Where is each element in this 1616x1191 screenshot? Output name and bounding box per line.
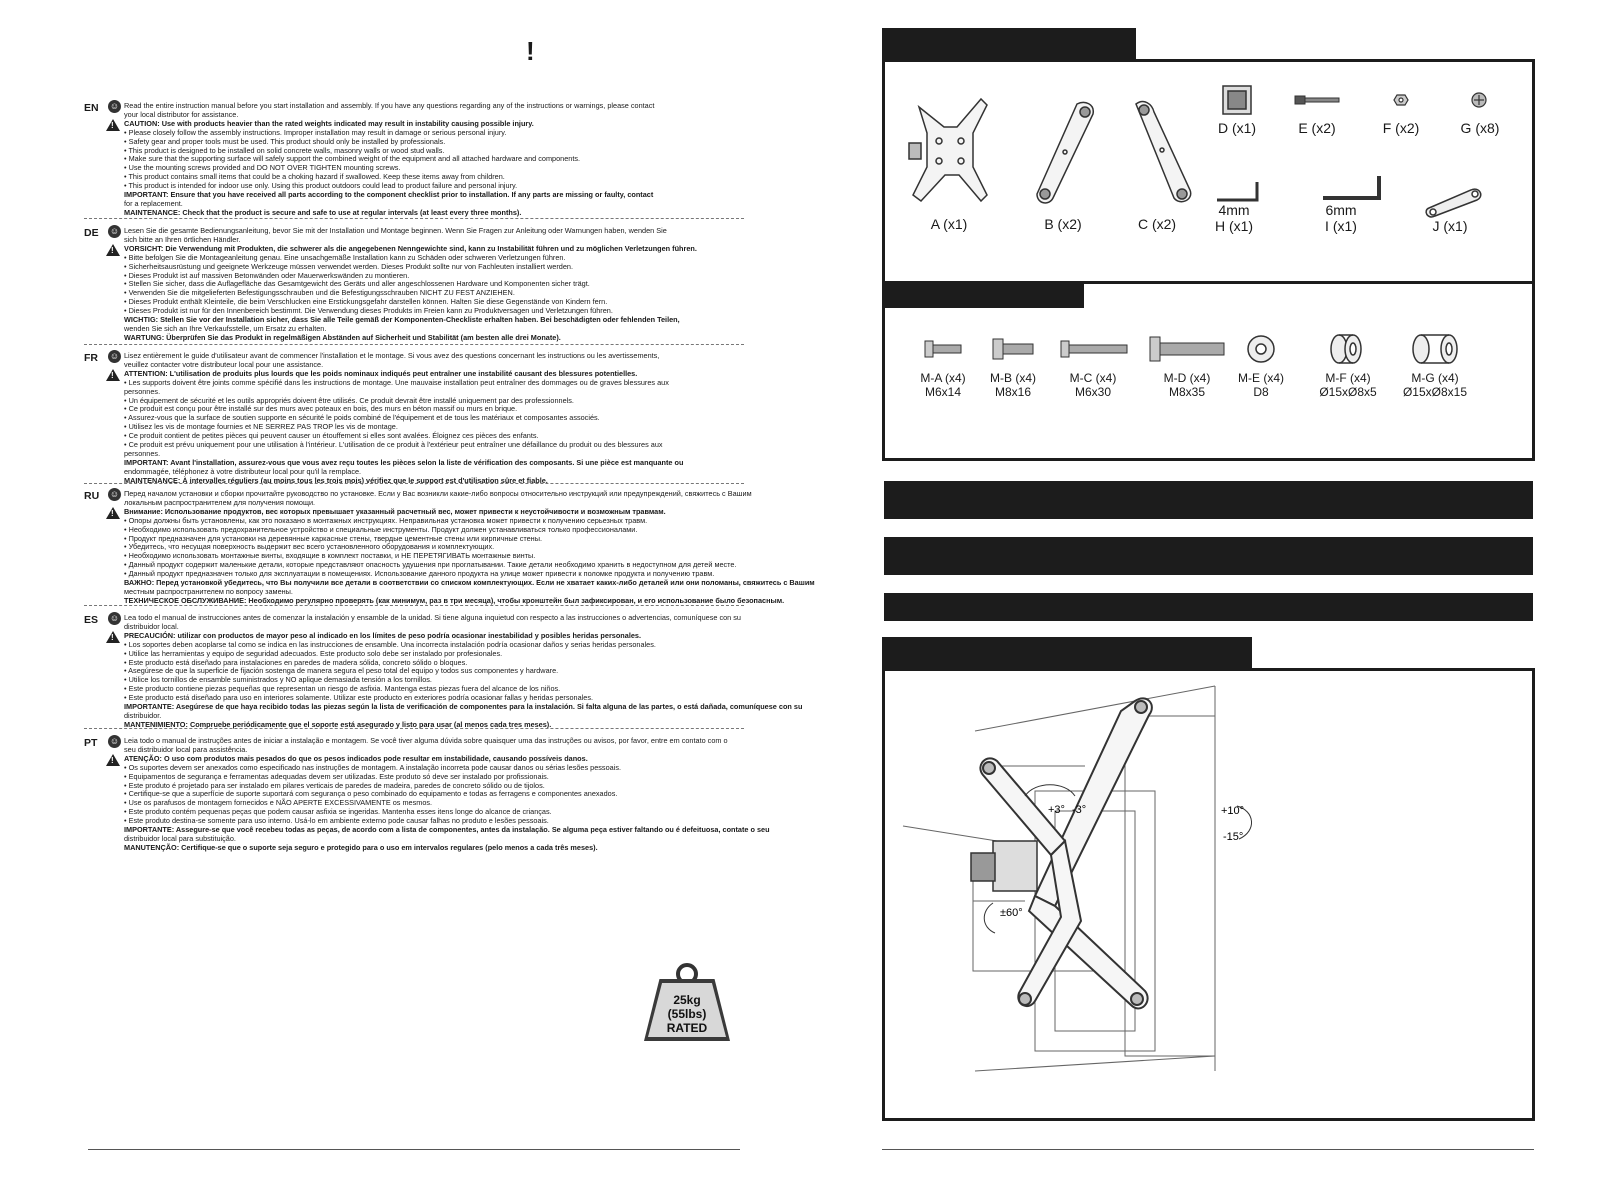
instruction-line: • Use the mounting screws provided and DO NOT OVER TIGHTEN mounting screws. bbox=[124, 163, 401, 173]
level-plus-label: +3° bbox=[1048, 804, 1065, 816]
section-divider bbox=[84, 218, 744, 219]
instruction-line: Lea todo el manual de instrucciones antes de comenzar la instalación y ensamble de la unidad. Si tiene alguna inquietud con respecto a las instrucciones o advertencias, comuníquese con su bbox=[124, 613, 741, 622]
part-c-arm bbox=[1136, 102, 1191, 202]
section-divider bbox=[84, 728, 744, 729]
lang-code: ES bbox=[84, 614, 99, 626]
part-label-d: D (x1) bbox=[1217, 120, 1257, 136]
wall-plate bbox=[971, 841, 1037, 891]
instruction-line: CAUTION: Use with products heavier than the rated weights indicated may result in instability causing possible injury. bbox=[124, 118, 534, 128]
part-i-hex-key bbox=[1323, 176, 1379, 198]
instruction-line: • Safety gear and proper tools must be used. This product should only be installed by professionals. bbox=[124, 136, 446, 146]
tilt-up-label: +10° bbox=[1221, 805, 1245, 817]
screw-label-m-f: M-F (x4) Ø15xØ8x5 bbox=[1319, 371, 1377, 399]
part-size-i: 6mm bbox=[1325, 202, 1357, 218]
screw-label-m-e: M-E (x4) D8 bbox=[1238, 371, 1284, 399]
part-label-b: B (x2) bbox=[1044, 216, 1082, 232]
spacer-m-f bbox=[1331, 335, 1361, 363]
instruction-line: • Ce produit est prévu uniquement pour une utilisation à l'intérieur. L'utilisation de ce produit à l'extérieur peut entraîner une défaillance du produit ou des blessures aux bbox=[124, 440, 663, 450]
instruction-line: • This product contains small items that could be a choking hazard if swallowed. Keep these items away from children. bbox=[124, 172, 505, 182]
lang-code: PT bbox=[84, 737, 98, 749]
lang-body bbox=[124, 737, 824, 853]
instruction-line: • Los soportes deben acoplarse tal como se indica en las instrucciones de ensamble. Una incorrecta instalación podría ocasionar daños y serias heridas personales. bbox=[124, 639, 656, 649]
warning-triangle-icon bbox=[106, 507, 120, 519]
part-j-link bbox=[1426, 189, 1481, 217]
instruction-line: ATTENTION: L'utilisation de produits plus lourds que les poids nominaux indiqués peut entraîner une instabilité causant des blessures potentielles. bbox=[124, 368, 638, 378]
section-bar-2 bbox=[884, 537, 1533, 575]
instruction-line: Read the entire instruction manual before you start installation and assembly. If you have any questions regarding any of the instructions or warnings, please contact bbox=[124, 101, 655, 110]
instruction-line: seu distribuidor local para assistência. bbox=[124, 744, 248, 754]
screw-label-m-a: M-A (x4) M6x14 bbox=[920, 371, 966, 399]
weight-kg: 25kg bbox=[673, 993, 701, 1007]
instruction-line: • Dieses Produkt ist nur für den Innenbereich bestimmt. Die Verwendung dieses Produkts im Freien kann zu Produktversagen und Verletzungen führen. bbox=[124, 306, 613, 316]
instruction-line: • Certifique-se que a superfície de suporte suportará com segurança o peso combinado do equipamento e todas as ferragens e componentes anexados. bbox=[124, 789, 618, 799]
warning-triangle-icon bbox=[106, 631, 120, 643]
lang-body bbox=[124, 352, 824, 486]
instruction-line: • Данный продукт содержит маленькие детали, которые представляют опасность удушения при проглатывании. Такие детали необходимо хранить в недоступном для детей месте. bbox=[124, 560, 737, 570]
section-bar-1 bbox=[884, 481, 1533, 519]
part-label-c: C (x2) bbox=[1137, 216, 1177, 232]
screw-label-m-d: M-D (x4) M8x35 bbox=[1163, 371, 1211, 399]
instruction-line: локальным распространителем для получения помощи. bbox=[124, 497, 316, 507]
instruction-line: • Stellen Sie sicher, dass die Auflagefläche das Gesamtgewicht des Geräts und aller angeschlossenen Hardware und Komponenten sicher trägt. bbox=[124, 279, 590, 289]
instruction-line: VORSICHT: Die Verwendung mit Produkten, die schwerer als die angegebenen Nenngewichte sind, kann zu Instabilität führen und zu möglichen Verletzungen führen. bbox=[124, 243, 697, 253]
instruction-line: MAINTENANCE: Check that the product is secure and safe to use at regular intervals (at least every three months). bbox=[124, 207, 522, 217]
lang-code: RU bbox=[84, 490, 100, 502]
warning-triangle-icon bbox=[106, 119, 120, 131]
globe-icon: ☺ bbox=[109, 736, 120, 746]
instruction-line: personnes. bbox=[124, 448, 161, 458]
parts-panel bbox=[882, 59, 1535, 284]
instruction-line: Leia todo o manual de instruções antes de iniciar a instalação e montagem. Se você tiver alguma dúvida sobre quaisquer uma das instruções ou avisos, por favor, entre em contato com o bbox=[124, 736, 728, 745]
instruction-line: • Необходимо использовать предохранительное устройство и специальные инструменты. Продукт должен устанавливаться только профессионалами. bbox=[124, 524, 638, 534]
instruction-line: distribuidor local para substituição. bbox=[124, 833, 236, 843]
instruction-line: IMPORTANT: Ensure that you have received all parts according to the component checklist prior to installation. If any parts are missing or faulty, contact bbox=[124, 190, 654, 200]
part-g-screw bbox=[1472, 93, 1486, 107]
lang-body bbox=[124, 614, 824, 730]
screw-m-d bbox=[1150, 337, 1224, 361]
lang-code: FR bbox=[84, 352, 98, 364]
instruction-line: • Equipamentos de segurança e ferramentas adequadas devem ser utilizadas. Este produto só deve ser instalado por profissionais. bbox=[124, 771, 549, 781]
section-divider bbox=[84, 344, 744, 345]
screw-label-m-c: M-C (x4) M6x30 bbox=[1069, 371, 1117, 399]
instruction-line: • Utilice las herramientas y equipo de seguridad adecuados. Este producto solo debe ser instalado por profesionales. bbox=[124, 648, 503, 658]
instruction-line: местным распространителем по вопросу замены. bbox=[124, 586, 293, 596]
screw-label-m-g: M-G (x4) Ø15xØ8x15 bbox=[1402, 371, 1468, 399]
mount-diagram bbox=[885, 671, 1532, 1118]
warning-triangle-icon bbox=[106, 369, 120, 381]
part-h-hex-key bbox=[1217, 182, 1257, 200]
instruction-line: • Les supports doivent être joints comme spécifié dans les instructions de montage. Une mauvaise installation peut entraîner des dommages ou de graves blessures aux bbox=[124, 377, 669, 387]
screw-m-a bbox=[925, 341, 961, 357]
instruction-line: Внимание: Использование продуктов, вес которых превышает указанный расчетный вес, может привести к неустойчивости и возможным травмам. bbox=[124, 506, 666, 516]
part-label-f: F (x2) bbox=[1382, 120, 1420, 136]
instruction-line: WARTUNG: Überprüfen Sie das Produkt in regelmäßigen Abständen auf Sicherheit und Stabilität (am besten alle drei Monate). bbox=[124, 332, 561, 342]
part-label-j: J (x1) bbox=[1432, 218, 1468, 234]
instruction-line: • This product is designed to be installed on solid concrete walls, masonry walls or wood stud walls. bbox=[124, 145, 445, 155]
screw-label-m-b: M-B (x4) M8x16 bbox=[990, 371, 1036, 399]
lang-code: DE bbox=[84, 227, 99, 239]
tilt-down-label: -15° bbox=[1223, 831, 1244, 843]
instruction-line: • Make sure that the supporting surface will safely support the combined weight of the equipment and all attached hardware and components. bbox=[124, 154, 581, 164]
instruction-line: • Este produto é projetado para ser instalado em pilares verticais de paredes de madeira, paredes de concreto sólido ou de tijolos. bbox=[124, 780, 545, 790]
globe-icon: ☺ bbox=[109, 489, 120, 499]
right-footer-rule bbox=[882, 1149, 1534, 1150]
instruction-line: • This product is intended for indoor use only. Using this product outdoors could lead to product failure and personal injury. bbox=[124, 181, 518, 191]
left-footer-rule bbox=[88, 1149, 740, 1150]
instruction-line: distribuidor local. bbox=[124, 621, 179, 631]
warning-triangle-icon bbox=[106, 244, 120, 256]
part-label-g: G (x8) bbox=[1460, 120, 1500, 136]
instruction-line: • Asegúrese de que la superficie de fijación sostenga de manera segura el peso total del equipo y todos sus componentes y hardware. bbox=[124, 666, 559, 676]
part-label-a: A (x1) bbox=[930, 216, 968, 232]
part-d-bracket bbox=[1223, 86, 1251, 114]
screw-illustrations bbox=[885, 281, 1532, 458]
instruction-line: personnes. bbox=[124, 386, 161, 396]
instruction-line: • Ce produit est conçu pour être installé sur des murs avec poteaux en bois, des murs en béton massif ou murs en brique. bbox=[124, 404, 518, 414]
weight-rated: RATED bbox=[666, 1021, 708, 1035]
part-f-nut bbox=[1394, 95, 1408, 105]
instruction-line: • Utilisez les vis de montage fournies et NE SERREZ PAS TROP les vis de montage. bbox=[124, 422, 398, 432]
screw-m-c bbox=[1061, 341, 1127, 357]
part-size-h: 4mm bbox=[1218, 202, 1250, 218]
instruction-line: • Данный продукт предназначен только для эксплуатации в помещениях. Использование данного продукта на улице может привести к поломке продукта и получению травм. bbox=[124, 569, 715, 579]
instruction-line: • Необходимо использовать монтажные винты, входящие в комплект поставки, и НЕ ПЕРЕТЯГИВАТЬ монтажные винты. bbox=[124, 551, 536, 561]
washer-m-e bbox=[1248, 336, 1274, 362]
level-minus-label: -3° bbox=[1072, 804, 1087, 816]
instruction-line: distribuidor. bbox=[124, 710, 162, 720]
part-label-i: I (x1) bbox=[1325, 218, 1357, 234]
instruction-line: sich bitte an Ihren örtlichen Händler. bbox=[124, 234, 241, 244]
instruction-line: • Please closely follow the assembly instructions. Improper installation may result in damage or serious personal injury. bbox=[124, 127, 507, 137]
instruction-line: • Dieses Produkt enthält Kleinteile, die beim Verschlucken eine Erstickungsgefahr darstellen können. Halten Sie diese Gegenstände von Kindern fern. bbox=[124, 297, 608, 307]
instruction-line: • Assurez-vous que la surface de soutien supporte en sécurité le poids combiné de l'équipement et de tous les matériaux et composantes associés. bbox=[124, 413, 600, 423]
instruction-line: Lisez entièrement le guide d'utilisateur avant de commencer l'installation et le montage. Si vous avez des questions concernant les instructions ou les avertissements, bbox=[124, 351, 660, 360]
instruction-line: wenden Sie sich an Ihre Verkaufsstelle, um Ersatz zu erhalten. bbox=[124, 323, 327, 333]
instruction-line: • Un équipement de sécurité et les outils appropriés doivent être utilisés. Ce produit devrait être installé uniquement par des professionnels. bbox=[124, 395, 574, 405]
section-divider bbox=[84, 605, 744, 606]
instruction-line: IMPORTANT: Avant l'installation, assurez-vous que vous avez reçu toutes les pièces selon la liste de vérification des composants. Si une pièce est manquante ou bbox=[124, 457, 684, 467]
instruction-line: • Este producto contiene piezas pequeñas que representan un riesgo de asfixia. Mantenga estas piezas fuera del alcance de los niños. bbox=[124, 684, 561, 694]
warning-exclamation: ! bbox=[526, 36, 535, 66]
instruction-line: • Ce produit contient de petites pièces qui peuvent causer un étouffement si elles sont avalées. Éloignez ces pièces des enfants. bbox=[124, 431, 539, 441]
instruction-line: Lesen Sie die gesamte Bedienungsanleitung, bevor Sie mit der Installation und Montage beginnen. Wenn Sie Fragen zur Anleitung oder Warnungen haben, wenden Sie bbox=[124, 226, 667, 235]
instruction-line: ТЕХНИЧЕСКОЕ ОБСЛУЖИВАНИЕ: Необходимо регулярно проверять (как минимум, раз в три месяца), чтобы кронштейн был зафиксирован, и его использование было безопасным. bbox=[124, 595, 785, 605]
lang-body bbox=[124, 227, 824, 343]
instruction-line: • Utilice los tornillos de ensamble suministrados y NO aplique demasiada tensión a los tornillos. bbox=[124, 675, 432, 685]
instruction-line: • Bitte befolgen Sie die Montageanleitung genau. Eine unsachgemäße Installation kann zu Schäden oder schweren Verletzungen führen. bbox=[124, 252, 566, 262]
instruction-line: MANUTENÇÃO: Certifique-se que o suporte seja seguro e protegido para o uso em intervalos regulares (pelo menos a cada três meses). bbox=[124, 842, 598, 852]
globe-icon: ☺ bbox=[109, 226, 120, 236]
section-bar-3 bbox=[884, 593, 1533, 621]
instruction-line: • Продукт предназначен для установки на деревянные каркасные стены, твердые цементные стены или кирпичные стены. bbox=[124, 533, 542, 543]
diagram-panel bbox=[882, 668, 1535, 1121]
instruction-line: veuillez contacter votre distributeur local pour une assistance. bbox=[124, 359, 324, 369]
instruction-line: IMPORTANTE: Asegúrese de que haya recibido todas las piezas según la lista de verificación de componentes para la instalación. Si falta alguna de las partes, o está dañada, comuníquese con su bbox=[124, 702, 803, 712]
instruction-line: • Убедитесь, что несущая поверхность выдержит вес всего установленного оборудования и комплектующих. bbox=[124, 542, 495, 552]
instruction-line: IMPORTANTE: Assegure-se que você recebeu todas as peças, de acordo com a lista de componentes, antes da instalação. Se alguma peça estiver faltando ou é defeituosa, contate o seu bbox=[124, 825, 770, 835]
instruction-line: endommagée, téléphonez à votre distributeur local pour qu'il la remplace. bbox=[124, 466, 362, 476]
part-label-h: H (x1) bbox=[1214, 218, 1254, 234]
instruction-line: • Este produto contém pequenas peças que podem causar asfixia se ingeridas. Mantenha esses itens longe do alcance de crianças. bbox=[124, 807, 552, 817]
instruction-line: • Sicherheitsausrüstung und geeignete Werkzeuge müssen verwendet werden. Dieses Produkt sollte nur von Fachleuten installiert werden. bbox=[124, 261, 573, 271]
screw-m-b bbox=[993, 339, 1033, 359]
instruction-line: • Este produto destina-se somente para uso interno. Usá-lo em ambiente externo pode causar falhas no produto e lesões pessoais. bbox=[124, 816, 549, 826]
instruction-line: ATENÇÃO: O uso com produtos mais pesados do que os pesos indicados pode resultar em instabilidade, causando possíveis danos. bbox=[124, 753, 588, 763]
instruction-line: PRECAUCIÓN: utilizar con productos de mayor peso al indicado en los límites de peso podría ocasionar inestabilidad y posibles heridas personales. bbox=[124, 630, 641, 640]
instruction-line: Перед началом установки и сборки прочитайте руководство по установке. Если у Вас возникли какие-либо вопросы относительно инструкций или предупреждений, свяжитесь с Вашим bbox=[124, 489, 752, 498]
instruction-line: • Verwenden Sie die mitgelieferten Befestigungsschrauben und die Befestigungsschrauben NICHT ZU FEST ANZIEHEN. bbox=[124, 288, 515, 298]
lang-body bbox=[124, 490, 824, 606]
part-label-e: E (x2) bbox=[1298, 120, 1336, 136]
instruction-line: MANTENIMIENTO: Compruebe periódicamente que el soporte está asegurado y listo para usar (al menos cada tres meses). bbox=[124, 719, 552, 729]
weight-lbs: (55lbs) bbox=[667, 1007, 707, 1021]
swivel-label: ±60° bbox=[1000, 907, 1023, 919]
instruction-line: your local distributor for assistance. bbox=[124, 109, 239, 119]
instruction-line: • Опоры должны быть установлены, как это показано в монтажных инструкциях. Неправильная установка может привести к получению серьезных травм. bbox=[124, 515, 648, 525]
instruction-line: • Use os parafusos de montagem fornecidos e NÃO APERTE EXCESSIVAMENTE os mesmos. bbox=[124, 798, 433, 808]
globe-icon: ☺ bbox=[109, 101, 120, 111]
instruction-line: for a replacement. bbox=[124, 198, 183, 208]
part-e-bolt bbox=[1295, 96, 1339, 104]
globe-icon: ☺ bbox=[109, 613, 120, 623]
lang-body bbox=[124, 102, 824, 218]
parts-section-tab bbox=[882, 28, 1136, 62]
instruction-line: • Este producto está diseñado para uso en interiores solamente. Utilizar este producto en exteriores podría ocasionar fallas y heridas personales. bbox=[124, 693, 594, 703]
globe-icon: ☺ bbox=[109, 351, 120, 361]
weight-rating-badge bbox=[644, 963, 734, 1043]
instruction-line: ВАЖНО: Перед установкой убедитесь, что Вы получили все детали в соответствии со списком комплектующих. Если не хватает каких-либо деталей или они поломаны, свяжитесь с Вашим bbox=[124, 578, 815, 588]
instruction-line: MAINTENANCE: À intervalles réguliers (au moins tous les trois mois) vérifiez que le support est d'utilisation sûre et fiable. bbox=[124, 475, 548, 485]
instruction-line: WICHTIG: Stellen Sie vor der Installation sicher, dass Sie alle Teile gemäß der Komponenten-Checkliste erhalten haben. Bei beschädigten oder fehlenden Teilen, bbox=[124, 315, 680, 325]
warning-triangle-icon bbox=[106, 754, 120, 766]
spacer-m-g bbox=[1413, 335, 1457, 363]
section-divider bbox=[84, 483, 744, 484]
lang-code: EN bbox=[84, 102, 99, 114]
instruction-line: • Os suportes devem ser anexados como especificado nas instruções de montagem. A instalação incorreta pode causar danos ou sérias lesões pessoais. bbox=[124, 762, 621, 772]
instruction-line: • Este producto está diseñado para instalaciones en paredes de madera sólida, concreto sólido o bloques. bbox=[124, 657, 468, 667]
parts-illustrations bbox=[885, 62, 1532, 281]
screws-panel bbox=[882, 281, 1535, 461]
instruction-line: • Dieses Produkt ist auf massiven Betonwänden oder Mauerwerkswänden zu montieren. bbox=[124, 270, 410, 280]
diagram-section-tab bbox=[882, 637, 1252, 671]
part-a-wall-plate bbox=[909, 99, 987, 201]
part-b-arm bbox=[1037, 102, 1093, 202]
